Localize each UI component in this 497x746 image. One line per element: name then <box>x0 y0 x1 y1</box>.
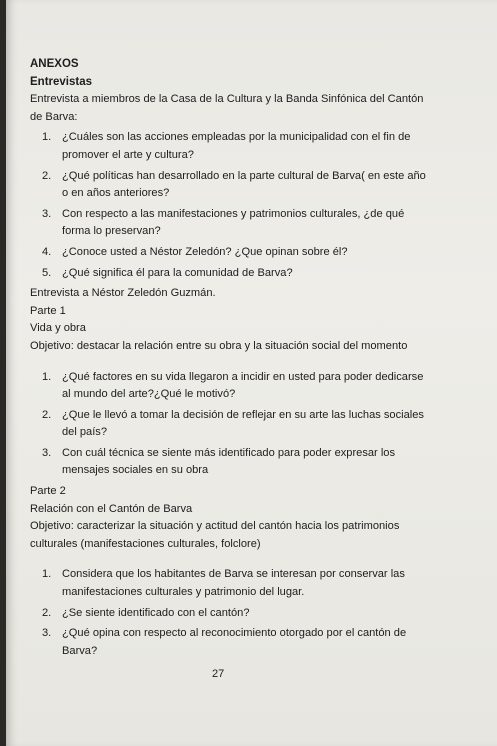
heading: ANEXOS <box>30 58 79 70</box>
page-content <box>30 56 430 663</box>
list-item: 3. ¿Qué opina con respecto al reconocimiento otorgado por el cantón de Barva? <box>42 627 407 657</box>
list-item: 5. ¿Qué significa él para la comunidad de Barva? <box>42 266 293 279</box>
part-2-title: Relación con el Cantón de Barva <box>30 502 193 515</box>
part-1-label: Parte 1 <box>30 304 66 317</box>
intro-text: Entrevista a miembros de la Casa de la Cultura y la Banda Sinfónica del Cantón de Barva: <box>30 93 424 123</box>
list-item: 3. Con cuál técnica se siente más identificado para poder expresar los mensajes sociales en su obra <box>42 446 395 477</box>
questions-list-2 <box>30 369 430 481</box>
part-2-objective: Objetivo: caracterizar la situación y actitud del cantón hacia los patrimonios culturales (manifestaciones culturales, folclore) <box>30 520 400 550</box>
list-item: 1. Considera que los habitantes de Barva se interesan por conservar las manifestaciones culturales y patrimonio del lugar. <box>42 568 405 599</box>
list-item: 1. ¿Cuáles son las acciones empleadas por la municipalidad con el fin de promover el arte y cultura? <box>42 131 411 161</box>
document-page <box>6 0 497 746</box>
interview-2-title: Entrevista a Néstor Zeledón Guzmán. <box>30 287 216 300</box>
subheading: Entrevistas <box>30 75 93 88</box>
list-item: 1. ¿Qué factores en su vida llegaron a incidir en usted para poder dedicarse al mundo del arte?¿Qué le motivó? <box>42 370 424 401</box>
list-item: 2. ¿Qué políticas han desarrollado en la parte cultural de Barva( en este año o en años anteriores? <box>42 169 426 200</box>
part-2-label: Parte 2 <box>30 485 66 498</box>
list-item: 2. ¿Que le llevó a tomar la decisión de reflejar en su arte las luchas sociales del país? <box>42 408 424 439</box>
questions-list-3 <box>30 566 430 660</box>
list-item: 4. ¿Conoce usted a Néstor Zeledón? ¿Que opinan sobre él? <box>42 245 348 258</box>
page-number: 27 <box>212 668 225 680</box>
part-1-title: Vida y obra <box>30 322 86 335</box>
list-item: 2. ¿Se siente identificado con el cantón? <box>42 606 250 619</box>
list-item: 3. Con respecto a las manifestaciones y patrimonios culturales, ¿de qué forma lo preservan? <box>42 207 405 238</box>
questions-list-1 <box>30 129 430 282</box>
part-1-objective: Objetivo: destacar la relación entre su obra y la situación social del momento <box>30 339 408 352</box>
